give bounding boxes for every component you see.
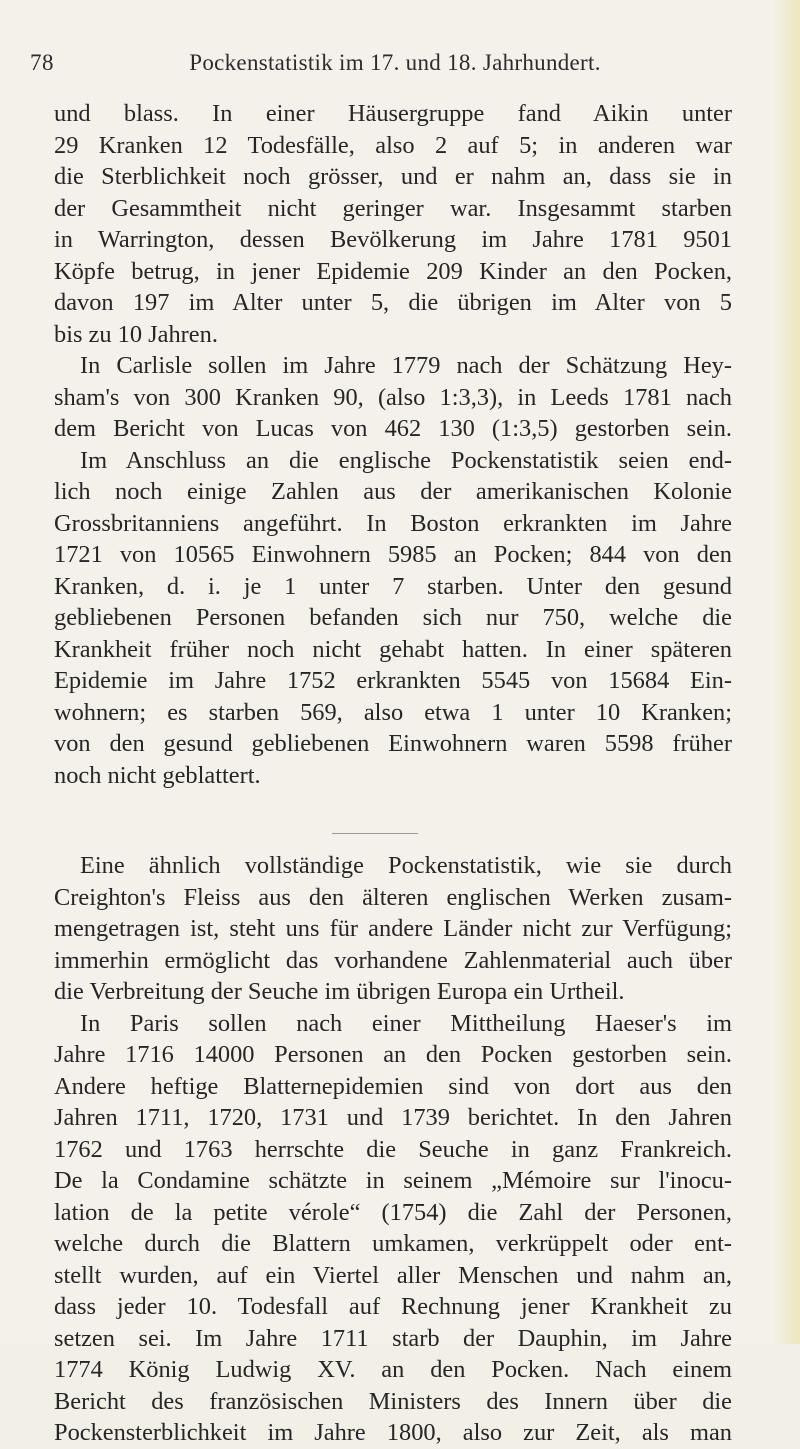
text-line: Andere heftige Blatternepidemien sind von dort aus den bbox=[54, 1072, 732, 1100]
text-line: der Gesammtheit nicht geringer war. Insgesammt starben bbox=[54, 194, 732, 222]
text-line: Grossbritanniens angeführt. In Boston erkrankten im Jahre bbox=[54, 509, 732, 537]
text-line: noch nicht geblattert. bbox=[54, 761, 261, 789]
text-line: welche durch die Blattern umkamen, verkrüppelt oder ent- bbox=[54, 1230, 732, 1257]
text-line: Pockensterblichkeit im Jahre 1800, also zur Zeit, als man bbox=[54, 1419, 732, 1446]
text-line: die Sterblichkeit noch grösser, und er nahm an, dass sie in bbox=[54, 163, 732, 190]
running-title: Pockenstatistik im 17. und 18. Jahrhundert. bbox=[189, 50, 601, 75]
text-line: Kranken, d. i. je 1 unter 7 starben. Unter den gesund bbox=[54, 572, 732, 600]
text-line: 1774 König Ludwig XV. an den Pocken. Nach einem bbox=[54, 1356, 732, 1383]
text-line: davon 197 im Alter unter 5, die übrigen im Alter von 5 bbox=[54, 289, 732, 316]
text-line: mengetragen ist, steht uns für andere Länder nicht zur Verfügung; bbox=[54, 915, 732, 942]
text-line: Jahre 1716 14000 Personen an den Pocken gestorben sein. bbox=[54, 1041, 732, 1068]
text-line: Köpfe betrug, in jener Epidemie 209 Kinder an den Pocken, bbox=[54, 257, 732, 285]
text-line: Bericht des französischen Ministers des Innern über die bbox=[54, 1387, 732, 1415]
page-number: 78 bbox=[30, 50, 54, 75]
section-divider bbox=[332, 833, 418, 834]
text-line: Jahren 1711, 1720, 1731 und 1739 berichtet. In den Jahren bbox=[54, 1104, 732, 1131]
text-line: und blass. In einer Häusergruppe fand Aikin unter bbox=[54, 100, 732, 127]
text-line: De la Condamine schätzte in seinem „Mémoire sur l'inocu- bbox=[54, 1167, 732, 1194]
text-line: Eine ähnlich vollständige Pockenstatistik, wie sie durch bbox=[80, 852, 732, 879]
text-line: wohnern; es starben 569, also etwa 1 unter 10 Kranken; bbox=[54, 698, 732, 726]
text-line: bis zu 10 Jahren. bbox=[54, 320, 218, 348]
text-block-1 bbox=[54, 98, 732, 791]
text-line: 29 Kranken 12 Todesfälle, also 2 auf 5; in anderen war bbox=[54, 131, 732, 159]
text-line: die Verbreitung der Seuche im übrigen Europa ein Urtheil. bbox=[54, 978, 625, 1005]
text-line: lich noch einige Zahlen aus der amerikanischen Kolonie bbox=[54, 478, 732, 505]
text-line: in Warrington, dessen Bevölkerung im Jahre 1781 9501 bbox=[54, 226, 732, 253]
text-line: sham's von 300 Kranken 90, (also 1:3,3), in Leeds 1781 nach bbox=[54, 383, 732, 411]
text-line: stellt wurden, auf ein Viertel aller Menschen und nahm an, bbox=[54, 1261, 732, 1289]
text-line: 1721 von 10565 Einwohnern 5985 an Pocken; 844 von den bbox=[54, 541, 732, 568]
text-line: In Paris sollen nach einer Mittheilung Haeser's im bbox=[80, 1009, 732, 1037]
text-line: dass jeder 10. Todesfall auf Rechnung jener Krankheit zu bbox=[54, 1293, 732, 1320]
page-header bbox=[30, 50, 730, 84]
text-line: Epidemie im Jahre 1752 erkrankten 5545 von 15684 Ein- bbox=[54, 667, 732, 694]
text-line: Krankheit früher noch nicht gehabt hatten. In einer späteren bbox=[54, 635, 732, 663]
text-line: immerhin ermöglicht das vorhandene Zahlenmaterial auch über bbox=[54, 946, 732, 974]
text-line: setzen sei. Im Jahre 1711 starb der Dauphin, im Jahre bbox=[54, 1324, 732, 1352]
text-line: 1762 und 1763 herrschte die Seuche in ganz Frankreich. bbox=[54, 1135, 732, 1163]
text-line: dem Bericht von Lucas von 462 130 (1:3,5) gestorben sein. bbox=[54, 415, 732, 442]
text-line: Creighton's Fleiss aus den älteren englischen Werken zusam- bbox=[54, 883, 732, 911]
text-line: lation de la petite vérole“ (1754) die Zahl der Personen, bbox=[54, 1198, 732, 1226]
text-line: Im Anschluss an die englische Pockenstatistik seien end- bbox=[80, 446, 732, 474]
text-line: von den gesund gebliebenen Einwohnern waren 5598 früher bbox=[54, 730, 732, 757]
text-line: gebliebenen Personen befanden sich nur 750, welche die bbox=[54, 604, 732, 631]
text-line: In Carlisle sollen im Jahre 1779 nach der Schätzung Hey- bbox=[80, 352, 732, 379]
page-edge-tint bbox=[772, 0, 800, 1344]
text-block-2 bbox=[54, 850, 732, 1449]
